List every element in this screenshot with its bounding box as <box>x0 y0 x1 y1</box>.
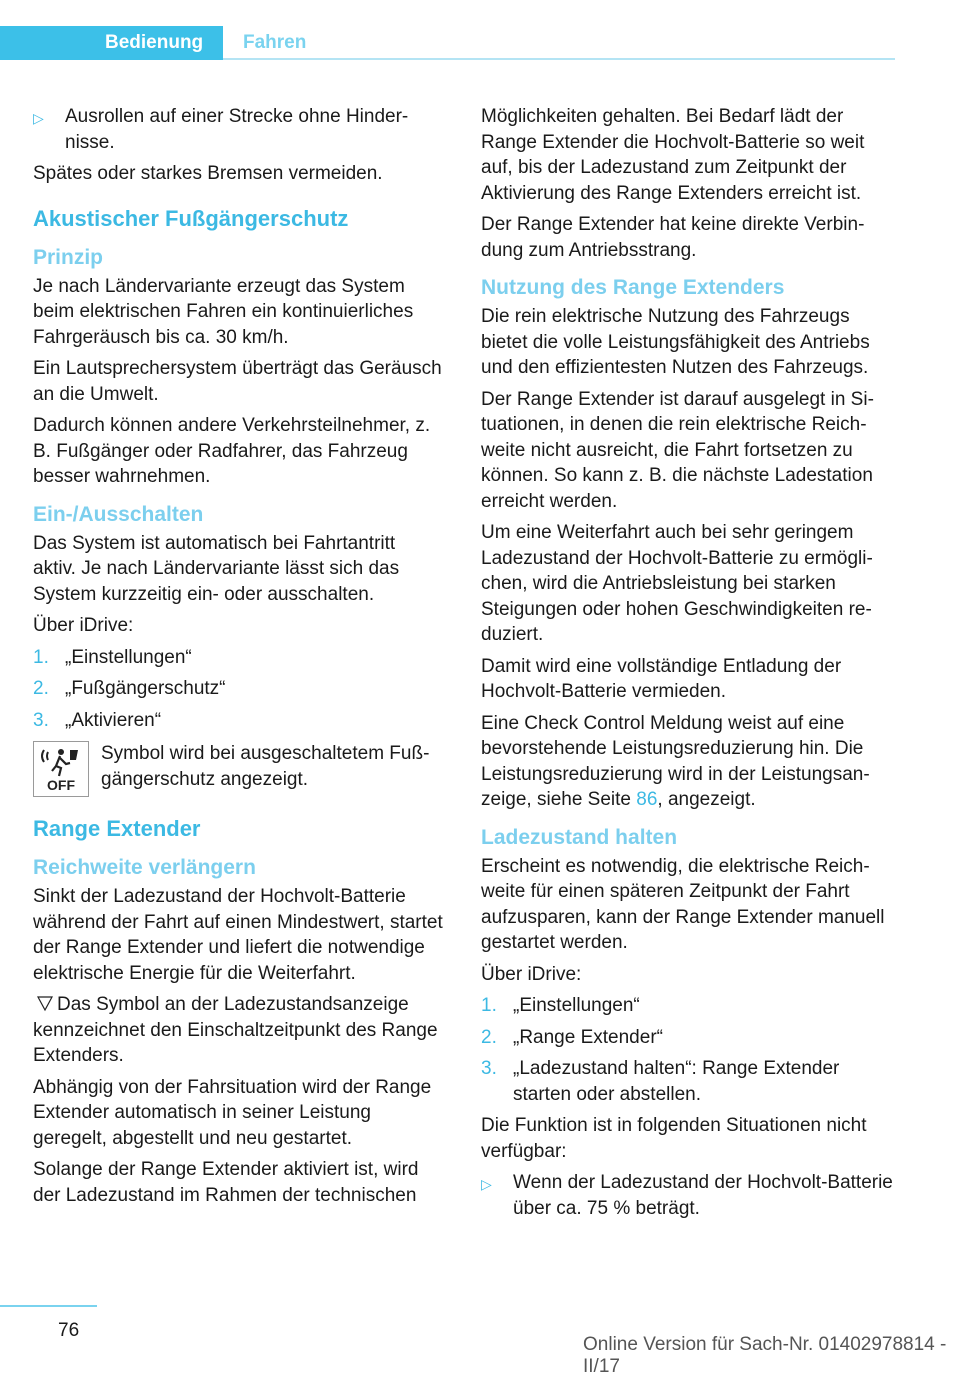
list-item <box>481 1170 895 1221</box>
footer-divider <box>0 1305 97 1307</box>
header-tabs <box>0 26 895 60</box>
step-text: „Range Extender“ <box>513 1026 663 1048</box>
paragraph-with-icon <box>33 992 443 1069</box>
subsection-heading: Ein-/Ausschalten <box>33 502 204 526</box>
symbol-note <box>33 741 443 797</box>
paragraph <box>481 711 895 813</box>
paragraph: Je nach Ländervariante erzeugt das System beim elektrischen Fahren ein kontinuierliches Fahrgeräusch bis ca. 30 km/h. <box>33 275 414 348</box>
step-text: „Fußgängerschutz“ <box>65 678 226 699</box>
list-item <box>33 708 443 734</box>
list-item <box>481 993 895 1019</box>
step-text: „Ladezustand halten“: Range Extender starten oder abstellen. <box>513 1058 840 1105</box>
list-item <box>33 645 443 671</box>
bullet-text: Ausrollen auf einer Strecke ohne Hindernisse. <box>65 106 409 153</box>
paragraph: Dadurch können andere Verkehrsteilnehmer, z. B. Fußgänger oder Radfahrer, das Fahrzeug besser wahrnehmen. <box>33 415 431 487</box>
step-text: „Aktivieren“ <box>65 709 162 731</box>
symbol-note-text: Symbol wird bei ausgeschaltetem Fußgängerschutz angezeigt. <box>101 743 430 790</box>
tab-bedienung-label: Bedienung <box>105 32 204 53</box>
step-number: 1. <box>481 995 497 1016</box>
paragraph: Abhängig von der Fahrsituation wird der Range Extender automatisch in seiner Leistung geregelt, abgestellt und neu gestartet. <box>33 1076 432 1149</box>
paragraph: Solange der Range Extender aktiviert ist, wird der Ladezustand im Rahmen der technischen <box>33 1159 419 1206</box>
range-extender-marker-icon <box>37 996 53 1012</box>
step-number: 2. <box>481 1026 497 1048</box>
step-text: „Einstellungen“ <box>513 995 640 1016</box>
paragraph: Damit wird eine vollständige Entladung der Hochvolt-Batterie vermieden. <box>481 655 842 702</box>
list-item <box>481 1056 895 1107</box>
paragraph: Über iDrive: <box>481 963 582 985</box>
section-heading: Range Extender <box>33 816 201 841</box>
paragraph: Die rein elektrische Nutzung des Fahrzeugs bietet die volle Leistungsfähigkeit des Antriebs und den effizientesten Nutzen des Fahrzeugs. <box>481 306 870 378</box>
paragraph-text: Das Symbol an der Ladezustandsanzeige kennzeichnet den Einschaltzeitpunkt des Range Extenders. <box>33 994 438 1066</box>
section-heading: Akustischer Fußgängerschutz <box>33 205 349 231</box>
svg-text:OFF: OFF <box>47 777 75 793</box>
paragraph-text: , angezeigt. <box>657 789 756 810</box>
paragraph: Sinkt der Ladezustand der Hochvolt-Batterie während der Fahrt auf einen Mindestwert, startet der Range Extender und liefert die notwendige elektrische Energie für die Weiterfahrt. <box>33 886 443 984</box>
step-number: 3. <box>33 709 49 731</box>
online-version-note: Online Version für Sach-Nr. 01402978814 - II/17 <box>583 1334 947 1377</box>
subsection-heading: Prinzip <box>33 245 104 269</box>
paragraph: Über iDrive: <box>33 615 134 636</box>
page-number: 76 <box>58 1320 80 1341</box>
paragraph: Das System ist automatisch bei Fahrtantritt aktiv. Je nach Ländervariante lässt sich das System kurzzeitig ein- oder ausschalten. <box>33 532 400 605</box>
paragraph: Spätes oder starkes Bremsen vermeiden. <box>33 163 383 184</box>
paragraph: Ein Lautsprechersystem überträgt das Geräusch an die Umwelt. <box>33 358 442 405</box>
paragraph: Erscheint es notwendig, die elektrische Reichweite für einen späteren Zeitpunkt der Fahrt aufzusparen, kann der Range Extender manuell gestartet werden. <box>481 855 885 953</box>
triangle-right-icon: ▷ <box>481 1176 492 1192</box>
paragraph: Der Range Extender hat keine direkte Verbindung zum Antriebsstrang. <box>481 214 865 261</box>
header-divider <box>223 58 895 60</box>
page-link[interactable]: 86 <box>636 789 658 810</box>
step-number: 3. <box>481 1058 497 1079</box>
step-number: 2. <box>33 678 49 699</box>
paragraph: Um eine Weiterfahrt auch bei sehr geringem Ladezustand der Hochvolt-Batterie zu ermöglichen, wird die Antriebsleistung bei starken Steigungen oder hohen Geschwindigkeiten reduziert. <box>481 522 873 645</box>
paragraph: Die Funktion ist in folgenden Situationen nicht verfügbar: <box>481 1115 867 1162</box>
list-item <box>481 1025 895 1051</box>
subsection-heading: Nutzung des Range Extenders <box>481 276 785 299</box>
tab-bedienung[interactable] <box>0 26 223 60</box>
pedestrian-protection-off-icon <box>33 741 89 797</box>
left-column <box>33 104 443 1214</box>
subsection-heading: Ladezustand halten <box>481 825 678 849</box>
bullet-text: Wenn der Ladezustand der Hochvolt-Batterie über ca. 75 % beträgt. <box>513 1172 893 1219</box>
step-text: „Einstellungen“ <box>65 646 192 668</box>
tab-fahren[interactable] <box>223 26 895 60</box>
paragraph: Möglichkeiten gehalten. Bei Bedarf lädt der Range Extender die Hochvolt-Batterie so weit auf, bis der Ladezustand zum Zeitpunkt der Aktivierung des Range Extenders erreicht ist. <box>481 106 865 204</box>
subsection-heading: Reichweite verlängern <box>33 856 256 879</box>
triangle-right-icon: ▷ <box>33 110 44 126</box>
right-column <box>481 104 895 1227</box>
paragraph-text: Eine Check Control Meldung weist auf eine bevorstehende Leistungsreduzierung hin. Die Leistungsreduzierung wird in der Leistungsanzeige, siehe Seite <box>481 712 870 810</box>
tab-fahren-label: Fahren <box>243 32 307 53</box>
list-item <box>33 104 443 155</box>
list-item <box>33 676 443 702</box>
step-number: 1. <box>33 646 49 668</box>
paragraph: Der Range Extender ist darauf ausgelegt in Situationen, in denen die rein elektrische Reichweite nicht ausreicht, die Fahrt fortsetzen zu können. So kann z. B. die nächste Ladestation erreicht werden. <box>481 388 874 512</box>
